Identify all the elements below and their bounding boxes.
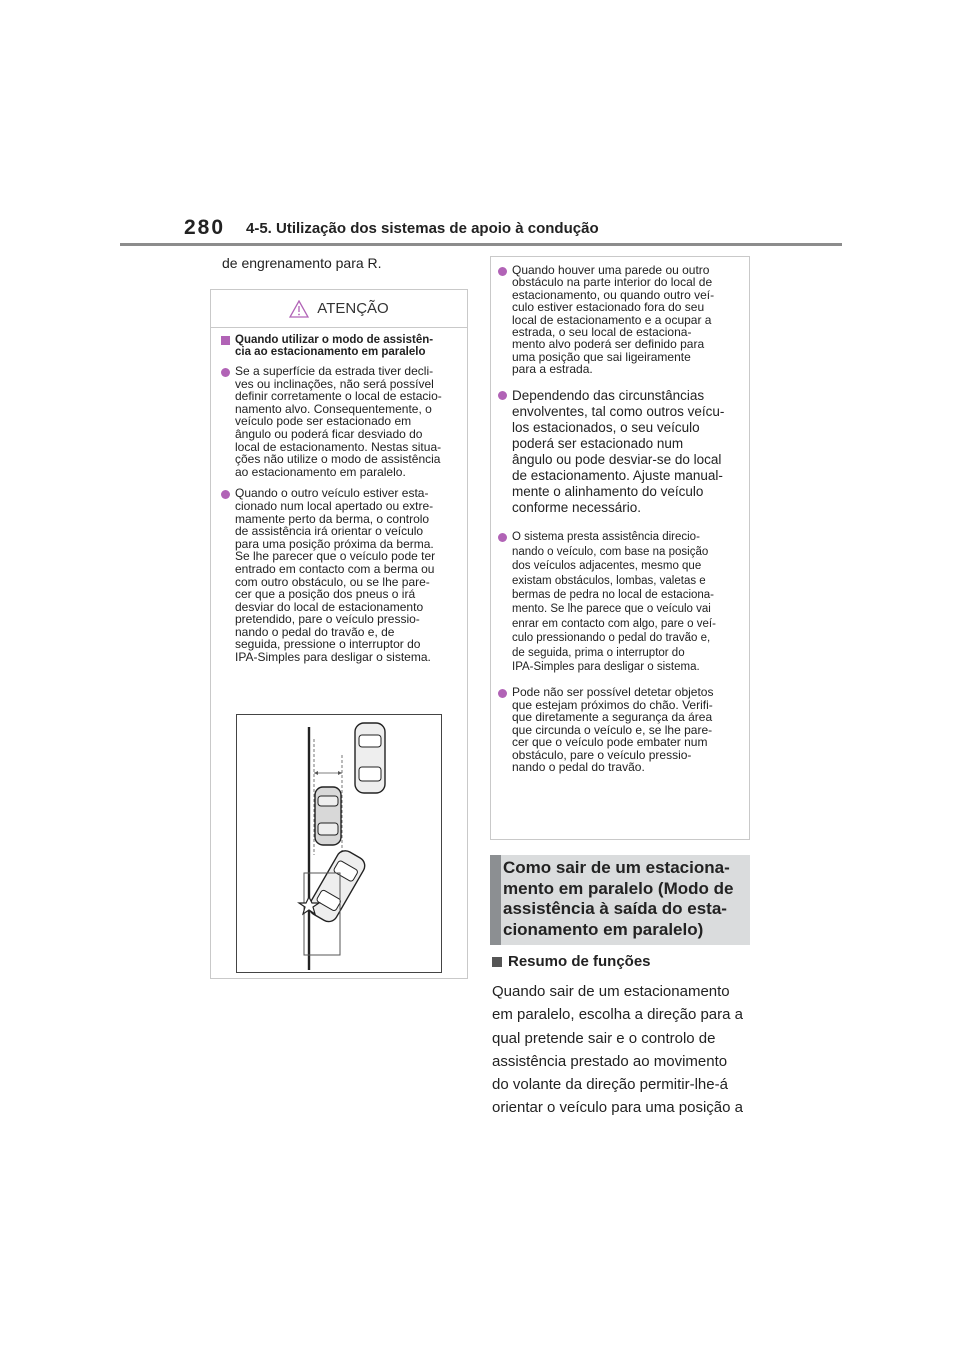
bullet-line: com outro obstáculo, ou se lhe pare- (235, 574, 430, 589)
square-bullet-icon (492, 957, 502, 967)
bullet-line: culo estiver estacionado fora do seu (512, 300, 705, 315)
bullet-line: conforme necessário. (512, 500, 642, 516)
bullet-line: Se a superfície da estrada tiver decli- (235, 364, 434, 378)
caution-bullet (221, 365, 457, 478)
note-bullet (498, 264, 739, 376)
header-rule (120, 243, 842, 246)
notes-bullet-list (498, 264, 739, 773)
notes-box (490, 256, 750, 840)
bullet-line: pretendido, pare o veículo pressio- (235, 612, 420, 627)
bullet-line: mento. Se lhe parece que o veículo vai (512, 603, 711, 616)
bullet-line: enrar em contacto com algo, pare o veí- (512, 617, 716, 630)
heading-accent-bar (490, 855, 501, 945)
caution-header (211, 290, 467, 328)
heading-line: cionamento em paralelo) (503, 919, 704, 939)
intro-text: de engrenamento para R. (222, 255, 382, 271)
bullet-dot-icon (498, 533, 507, 542)
bullet-dot-icon (498, 267, 507, 276)
bullet-line: IPA-Simples para desligar o sistema. (512, 661, 700, 674)
warning-icon (289, 300, 309, 318)
bullet-line: ves ou inclinações, não será possível (235, 376, 434, 391)
bullet-text (235, 487, 435, 663)
bullet-text (512, 686, 713, 773)
bullet-line: veículo pode ser estacionado em (235, 414, 412, 429)
bullet-line: ções não utilize o modo de assistência (235, 452, 441, 467)
heading-line: assistência à saída do esta- (503, 899, 727, 918)
caution-title: ATENÇÃO (317, 300, 389, 317)
bullet-line: culo pressionando o pedal do travão e, (512, 632, 711, 645)
bullet-line: para a estrada. (512, 362, 593, 377)
summary-line: assistência prestado ao movimento (492, 1052, 728, 1070)
bullet-line: Pode não ser possível detetar objetos (512, 685, 714, 700)
bullet-line: Dependendo das circunstâncias (512, 387, 705, 403)
caution-body (211, 328, 467, 664)
bullet-line: mente o alinhamento do veículo (512, 484, 704, 500)
bullet-line: Quando o outro veículo estiver esta- (235, 486, 429, 501)
bullet-line: estacionamento, ou quando outro veí- (512, 287, 715, 302)
summary-body (492, 980, 754, 1120)
bullet-line: local de estacionamento. Nestas situa- (235, 439, 442, 454)
bullet-line: nando o pedal do travão e, de (235, 624, 395, 639)
bullet-line: obstáculo na parte interior do local de (512, 275, 713, 290)
section-heading (490, 855, 750, 945)
section-heading-text (503, 858, 743, 940)
bullet-text (512, 530, 716, 674)
bullet-dot-icon (221, 490, 230, 499)
bullet-line: nando o veículo, com base na posição (512, 545, 709, 558)
bullet-line: IPA-Simples para desligar o sistema. (235, 650, 431, 665)
caution-subheading-text (235, 334, 433, 358)
summary-line: Quando sair de um estacionamento (492, 983, 730, 1000)
bullet-line: para uma posição próxima da berma. (235, 536, 434, 551)
section-title: 4-5. Utilização dos sistemas de apoio à condução (246, 220, 599, 237)
summary-line: em paralelo, escolha a direção para a (492, 1006, 743, 1024)
parking-diagram (237, 715, 441, 972)
bullet-line: ao estacionamento em paralelo. (235, 464, 406, 479)
bullet-line: obstáculo, pare o veículo pressio- (512, 747, 692, 762)
bullet-line: mamente perto da berma, o controlo (235, 511, 430, 526)
bullet-line: ângulo ou poderá ficar desviado do (235, 426, 423, 441)
caution-bullet (221, 487, 457, 663)
subheading-line: cia ao estacionamento em paralelo (235, 346, 426, 358)
bullet-line: de assistência irá orientar o veículo (235, 524, 424, 539)
heading-line: Como sair de um estaciona- (503, 858, 730, 877)
caution-bullet-list (221, 365, 457, 664)
bullet-line: definir corretamente o local de estacio- (235, 389, 442, 404)
summary-heading (492, 953, 651, 970)
bullet-line: namento alvo. Consequentemente, o (235, 401, 432, 416)
subheading-line: Quando utilizar o modo de assistên- (235, 334, 434, 346)
bullet-line: O sistema presta assistência direcio- (512, 531, 700, 544)
bullet-line: existam obstáculos, lombas, valetas e (512, 574, 706, 587)
bullet-line: que diretamente a segurança da área (512, 710, 713, 725)
parked-car-rear (315, 787, 341, 845)
bullet-line: estrada, o seu local de estaciona- (512, 325, 692, 340)
note-bullet (498, 686, 739, 773)
bullet-line: nando o pedal do travão. (512, 759, 645, 774)
summary-line: qual pretende sair e o controlo de (492, 1029, 716, 1047)
bullet-line: los estacionados, o seu veículo (512, 419, 700, 435)
bullet-line: uma posição que sai ligeiramente (512, 349, 691, 364)
bullet-line: cer que a posição dos pneus o irá (235, 587, 416, 602)
heading-line: mento em paralelo (Modo de (503, 878, 734, 898)
bullet-line: Se lhe parecer que o veículo pode ter (235, 549, 436, 564)
bullet-line: dos veículos adjacentes, mesmo que (512, 560, 702, 573)
bullet-line: de seguida, prima o interruptor do (512, 646, 685, 659)
bullet-line: bermas de pedra no local de estaciona- (512, 589, 715, 602)
bullet-line: poderá ser estacionado num (512, 435, 684, 451)
parked-car-front (355, 723, 385, 793)
bullet-text (512, 264, 714, 376)
bullet-line: Quando houver uma parede ou outro (512, 263, 710, 277)
summary-line: orientar o veículo para uma posição a (492, 1099, 743, 1117)
note-bullet (498, 530, 739, 674)
bullet-line: desviar do local de estacionamento (235, 599, 424, 614)
bullet-line: ângulo ou pode desviar-se do local (512, 452, 722, 468)
page-number: 280 (184, 216, 226, 239)
caution-subheading (221, 334, 457, 358)
note-bullet (498, 388, 739, 517)
parking-illustration (236, 714, 442, 973)
bullet-line: cionado num local apertado ou extre- (235, 498, 434, 513)
square-bullet-icon (221, 336, 230, 345)
bullet-dot-icon (498, 689, 507, 698)
bullet-text (512, 388, 724, 517)
bullet-text (235, 365, 442, 478)
bullet-line: entrado em contacto com a berma ou (235, 561, 435, 576)
bullet-dot-icon (498, 391, 507, 400)
bullet-line: local de estacionamento e a ocupar a (512, 312, 712, 327)
bullet-line: de estacionamento. Ajuste manual- (512, 468, 723, 484)
summary-line: do volante da direção permitir-lhe-á (492, 1076, 728, 1094)
bullet-line: que estejam próximos do chão. Verifi- (512, 697, 713, 712)
bullet-dot-icon (221, 368, 230, 377)
bullet-line: cer que o veículo pode embater num (512, 735, 708, 750)
bullet-line: que circunda o veículo e, se lhe pare- (512, 722, 713, 737)
bullet-line: envolventes, tal como outros veícu- (512, 403, 725, 419)
summary-title: Resumo de funções (508, 953, 651, 970)
bullet-line: mento alvo poderá ser definido para (512, 337, 705, 352)
bullet-line: seguida, pressione o interruptor do (235, 637, 421, 652)
